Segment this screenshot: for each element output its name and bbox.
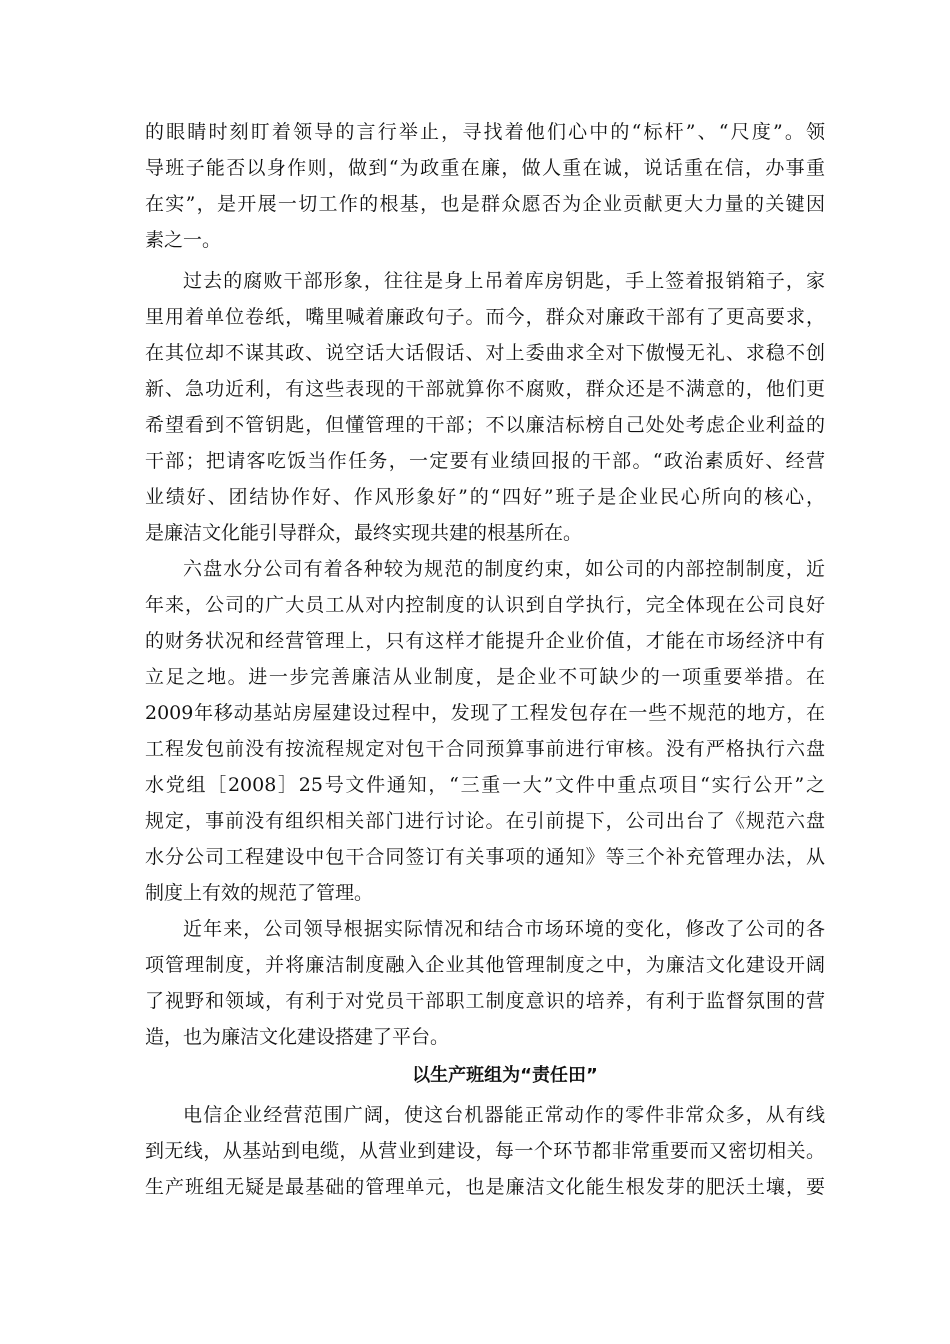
text-line: 在实”，是开展一切工作的根基，也是群众愿否为企业贡献更大力量的关键因 (145, 193, 825, 215)
text-line: 是廉洁文化能引导群众，最终实现共建的根基所在。 (145, 522, 583, 544)
text-line: 项管理制度，并将廉洁制度融入企业其他管理制度之中，为廉洁文化建设开阔 (145, 954, 825, 976)
text-line: 立足之地。进一步完善廉洁从业制度，是企业不可缺少的一项重要举措。在 (145, 666, 825, 688)
text-line: 水党组［2008］25号文件通知，“三重一大”文件中重点项目“实行公开”之 (145, 774, 825, 796)
text-line: 规定，事前没有组织相关部门进行讨论。在引前提下，公司出台了《规范六盘 (145, 810, 825, 832)
text-line: 在其位却不谋其政、说空话大话假话、对上委曲求全对下傲慢无礼、求稳不创 (145, 342, 825, 364)
text-line: 电信企业经营范围广阔，使这台机器能正常动作的零件非常众多，从有线 (183, 1104, 825, 1126)
section-heading: 以生产班组为“责任田” (412, 1065, 598, 1086)
text-line: 业绩好、团结协作好、作风形象好”的“四好”班子是企业民心所向的核心， (145, 486, 825, 508)
text-line: 造，也为廉洁文化建设搭建了平台。 (145, 1026, 450, 1048)
text-line: 到无线，从基站到电缆，从营业到建设，每一个环节都非常重要而又密切相关。 (145, 1140, 825, 1162)
text-line: 2009年移动基站房屋建设过程中，发现了工程发包存在一些不规范的地方，在 (145, 702, 825, 724)
paragraph-2 (145, 263, 825, 551)
text-line: 导班子能否以身作则，做到“为政重在廉，做人重在诚，说话重在信，办事重 (145, 157, 825, 179)
paragraph-5 (145, 1097, 825, 1205)
text-line: 近年来，公司领导根据实际情况和结合市场环境的变化，修改了公司的各 (183, 918, 825, 940)
text-line: 的财务状况和经营管理上，只有这样才能提升企业价值，才能在市场经济中有 (145, 630, 825, 652)
text-line: 工程发包前没有按流程规定对包干合同预算事前进行审核。没有严格执行六盘 (145, 738, 825, 760)
text-line: 的眼睛时刻盯着领导的言行举止，寻找着他们心中的“标杆”、“尺度”。领 (145, 121, 825, 143)
text-line: 希望看到不管钥匙，但懂管理的干部；不以廉洁标榜自己处处考虑企业利益的 (145, 414, 825, 436)
document-body (145, 114, 825, 1205)
text-line: 素之一。 (145, 229, 222, 251)
text-line: 六盘水分公司有着各种较为规范的制度约束，如公司的内部控制制度，近 (183, 558, 825, 580)
text-line: 干部；把请客吃饭当作任务，一定要有业绩回报的干部。“政治素质好、经营 (145, 450, 825, 472)
text-line: 里用着单位卷纸，嘴里喊着廉政句子。而今，群众对廉政干部有了更高要求， (145, 306, 825, 328)
text-line: 了视野和领域，有利于对党员干部职工制度意识的培养，有利于监督氛围的营 (145, 990, 825, 1012)
paragraph-1 (145, 114, 825, 258)
text-line: 过去的腐败干部形象，往往是身上吊着库房钥匙，手上签着报销箱子，家 (183, 270, 825, 292)
text-line: 水分公司工程建设中包干合同签订有关事项的通知》等三个补充管理办法，从 (145, 846, 825, 868)
paragraph-4 (145, 911, 825, 1055)
text-line: 年来，公司的广大员工从对内控制度的认识到自学执行，完全体现在公司良好 (145, 594, 825, 616)
text-line: 新、急功近利，有这些表现的干部就算你不腐败，群众还是不满意的，他们更 (145, 378, 825, 400)
paragraph-3 (145, 551, 825, 911)
text-line: 制度上有效的规范了管理。 (145, 882, 374, 904)
text-line: 生产班组无疑是最基础的管理单元，也是廉洁文化能生根发芽的肥沃土壤，要 (145, 1176, 825, 1198)
